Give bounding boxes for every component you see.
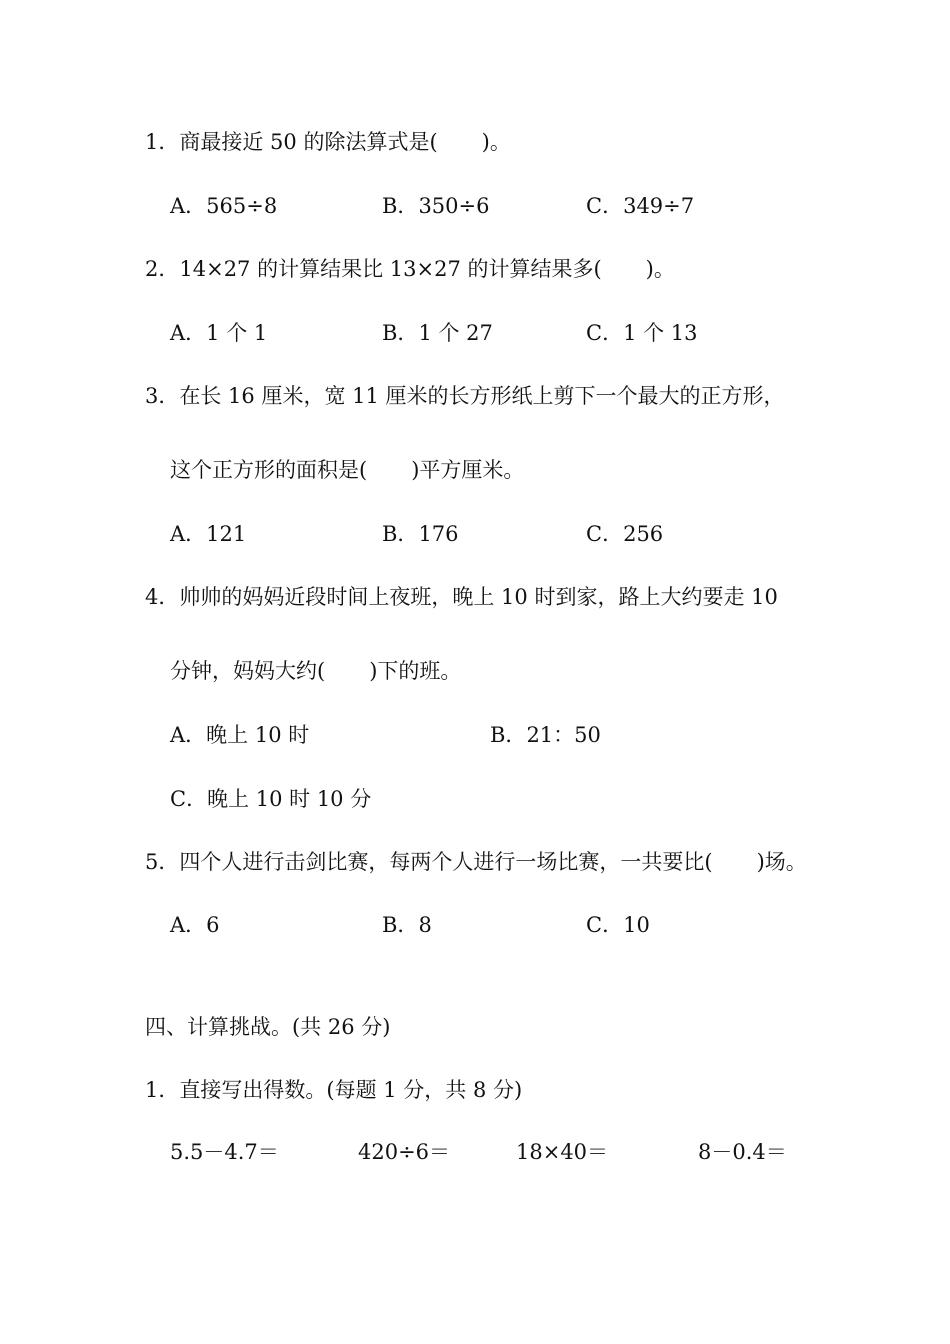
question-number: 3． xyxy=(145,384,180,408)
calc-item[interactable]: 8－0.4＝ xyxy=(698,1140,787,1164)
question-number: 1． xyxy=(145,130,180,154)
option-a[interactable]: A．6 xyxy=(170,913,220,937)
question-text: 帅帅的妈妈近段时间上夜班，晚上 10 时到家，路上大约要走 10 xyxy=(179,585,778,609)
option-c[interactable]: C．256 xyxy=(586,522,664,546)
option-b[interactable]: B．21：50 xyxy=(490,723,601,747)
question-3-continuation: 这个正方形的面积是( )平方厘米。 xyxy=(170,458,525,482)
option-a[interactable]: A．565÷8 xyxy=(170,194,278,218)
calc-item[interactable]: 5.5－4.7＝ xyxy=(170,1140,279,1164)
option-b[interactable]: B．1 个 27 xyxy=(382,321,493,345)
question-number: 1． xyxy=(145,1078,180,1102)
option-a[interactable]: A．121 xyxy=(170,522,247,546)
section-title: 四、计算挑战。(共 26 分) xyxy=(145,1015,391,1039)
question-text: 四个人进行击剑比赛，每两个人进行一场比赛，一共要比( xyxy=(179,850,713,874)
question-number: 4． xyxy=(145,585,180,609)
calc-item[interactable]: 18×40＝ xyxy=(516,1140,609,1164)
question-1: 1．商最接近 50 的除法算式是( )。 xyxy=(145,130,511,154)
option-b[interactable]: B．8 xyxy=(382,913,432,937)
question-number: 5． xyxy=(145,850,180,874)
option-b[interactable]: B．350÷6 xyxy=(382,194,490,218)
question-4-continuation: 分钟，妈妈大约( )下的班。 xyxy=(170,659,462,683)
question-3 xyxy=(145,382,785,410)
option-a[interactable]: A．晚上 10 时 xyxy=(170,723,310,747)
question-2: 2．14×27 的计算结果比 13×27 的计算结果多( )。 xyxy=(145,257,675,281)
question-text: 在长 16 厘米，宽 11 厘米的长方形纸上剪下一个最大的正方形， xyxy=(179,384,785,408)
question-number: 2． xyxy=(145,257,180,281)
question-text: 14×27 的计算结果比 13×27 的计算结果多( xyxy=(179,257,602,281)
subquestion-1 xyxy=(145,1076,522,1104)
calc-item[interactable]: 420÷6＝ xyxy=(358,1140,451,1164)
option-c[interactable]: C．10 xyxy=(586,913,650,937)
option-b[interactable]: B．176 xyxy=(382,522,459,546)
question-text: 直接写出得数。(每题 1 分，共 8 分) xyxy=(179,1078,523,1102)
question-text: 商最接近 50 的除法算式是( xyxy=(179,130,438,154)
option-c[interactable]: C．晚上 10 时 10 分 xyxy=(170,787,372,811)
option-a[interactable]: A．1 个 1 xyxy=(170,321,268,345)
option-c[interactable]: C．1 个 13 xyxy=(586,321,698,345)
option-c[interactable]: C．349÷7 xyxy=(586,194,695,218)
question-4 xyxy=(145,583,778,611)
question-5: 5．四个人进行击剑比赛，每两个人进行一场比赛，一共要比( )场。 xyxy=(145,850,807,874)
